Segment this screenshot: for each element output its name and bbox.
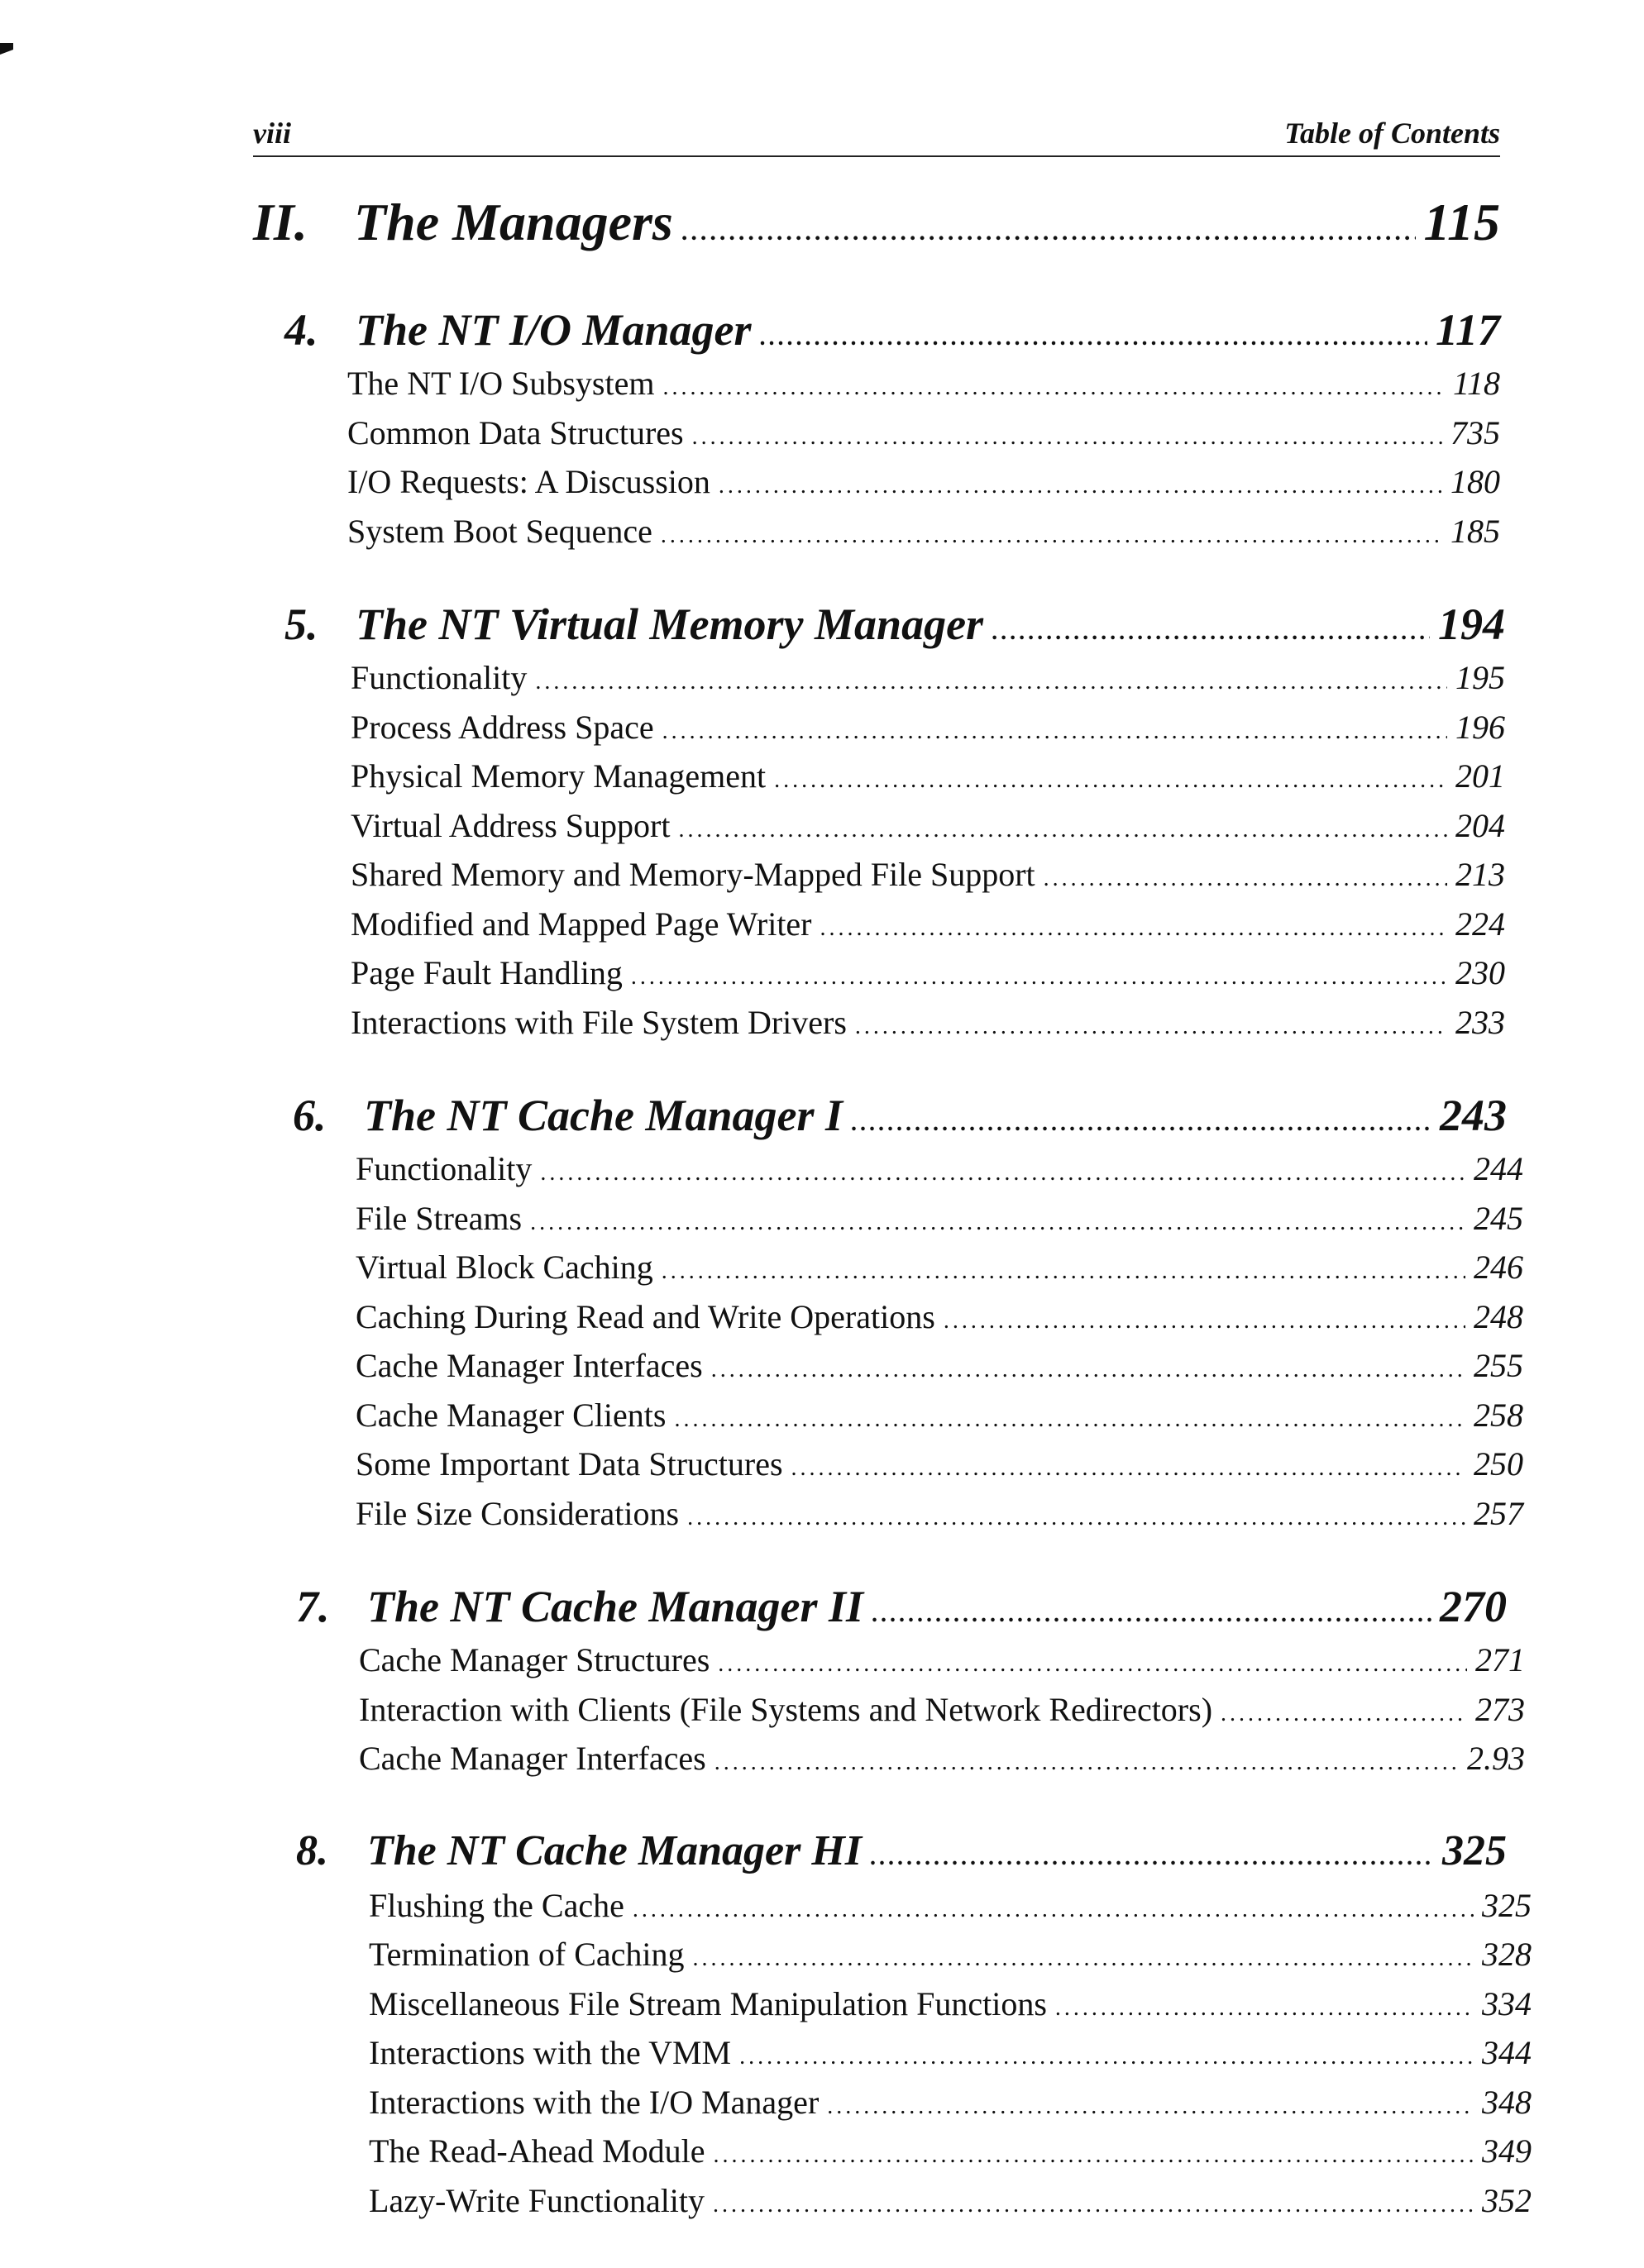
entry-page: 250 — [1474, 1445, 1523, 1483]
chapter-entries — [356, 1144, 1523, 1538]
entry-page: 348 — [1482, 2083, 1532, 2121]
dot-leader — [674, 1395, 1465, 1444]
entry-page: 204 — [1455, 806, 1505, 844]
toc-entry — [369, 2078, 1532, 2127]
dot-leader — [661, 511, 1442, 561]
entry-title: File Size Considerations — [356, 1494, 680, 1532]
dot-leader — [713, 2180, 1474, 2230]
entry-page: 2.93 — [1467, 1740, 1525, 1777]
chapter-page: 243 — [1440, 1091, 1507, 1140]
dot-leader — [693, 1934, 1474, 1984]
chapter-heading — [296, 1581, 1507, 1635]
entry-page: 248 — [1474, 1297, 1523, 1335]
toc-entry — [356, 1144, 1523, 1194]
toc-entry — [356, 1440, 1523, 1489]
entry-page: 196 — [1455, 708, 1505, 746]
entry-title: Lazy-Write Functionality — [369, 2181, 705, 2219]
toc-entry — [351, 703, 1505, 752]
entry-page: 325 — [1482, 1886, 1532, 1924]
dot-leader — [714, 2131, 1474, 2180]
entry-title: Termination of Caching — [369, 1936, 685, 1973]
toc-entry — [351, 850, 1505, 900]
entry-title: File Streams — [356, 1199, 523, 1237]
entry-title: Shared Memory and Memory-Mapped File Support — [351, 856, 1035, 893]
chapter-entries — [369, 1881, 1532, 2226]
chapter-entries — [347, 359, 1500, 556]
chapter-number: 7. — [296, 1582, 330, 1631]
entry-title: Page Fault Handling — [351, 954, 623, 991]
chapter-number: 5. — [284, 599, 318, 649]
entry-page: 257 — [1474, 1494, 1523, 1532]
dot-leader — [760, 325, 1427, 351]
dot-leader — [692, 413, 1442, 462]
dot-leader — [714, 1738, 1459, 1788]
chapter-page: 270 — [1440, 1582, 1507, 1631]
dot-leader — [535, 657, 1447, 707]
dot-leader — [791, 1444, 1465, 1493]
toc-entry — [356, 1194, 1523, 1244]
chapter-entries — [359, 1635, 1525, 1783]
entry-title: Some Important Data Structures — [356, 1445, 783, 1483]
dot-leader — [662, 1247, 1465, 1296]
toc-entry — [347, 359, 1500, 408]
chapter-title: The NT Cache Manager HI — [367, 1826, 862, 1874]
part-number: II. — [253, 193, 308, 251]
page-header — [253, 116, 1500, 157]
toc-entry — [347, 507, 1500, 556]
toc-entry — [351, 900, 1505, 949]
chapter-title: The NT I/O Manager — [356, 305, 752, 355]
toc-entry — [347, 457, 1500, 507]
toc-entry — [369, 1930, 1532, 1979]
toc-entry — [356, 1341, 1523, 1391]
entry-title: Cache Manager Structures — [359, 1641, 710, 1678]
entry-page: 349 — [1482, 2132, 1532, 2170]
toc-entry — [356, 1391, 1523, 1440]
toc-entry — [347, 408, 1500, 458]
dot-leader — [827, 2082, 1474, 2132]
entry-title: Cache Manager Clients — [356, 1396, 667, 1434]
dot-leader — [870, 1845, 1434, 1871]
dot-leader — [739, 2032, 1474, 2082]
running-title: Table of Contents — [1284, 117, 1500, 150]
entry-title: Interactions with the I/O Manager — [369, 2083, 820, 2121]
dot-leader — [872, 1602, 1431, 1628]
entry-title: Interaction with Clients (File Systems and Network Redirectors) — [359, 1690, 1213, 1728]
entry-page: 195 — [1455, 659, 1505, 696]
chapter-heading — [284, 599, 1505, 653]
dot-leader — [1044, 854, 1447, 904]
entry-title: Functionality — [356, 1150, 533, 1187]
chapter-title: The NT Cache Manager II — [367, 1582, 864, 1631]
entry-title: Virtual Block Caching — [356, 1249, 653, 1286]
dot-leader — [530, 1198, 1465, 1248]
toc-entry — [369, 2028, 1532, 2078]
entry-page: 213 — [1455, 856, 1505, 893]
entry-title: Flushing the Cache — [369, 1886, 624, 1924]
toc-entry — [356, 1489, 1523, 1539]
entry-title: The Read-Ahead Module — [369, 2132, 705, 2170]
table-of-contents — [253, 192, 1532, 2268]
scan-corner-mark — [0, 43, 13, 55]
entry-title: Functionality — [351, 659, 528, 696]
toc-entry — [351, 752, 1505, 801]
page-folio: viii — [253, 117, 291, 150]
chapter-heading — [296, 1826, 1507, 1881]
entry-page: 271 — [1475, 1641, 1525, 1678]
dot-leader — [851, 1110, 1431, 1137]
chapter-number: 8. — [296, 1826, 328, 1874]
entry-page: 328 — [1482, 1936, 1532, 1973]
entry-page: 344 — [1482, 2034, 1532, 2071]
entry-title: Interactions with the VMM — [369, 2034, 732, 2071]
entry-title: The NT I/O Subsystem — [347, 365, 655, 402]
entry-page: 735 — [1450, 413, 1500, 451]
chapter-6 — [293, 1090, 1523, 1538]
chapter-title: The NT Cache Manager I — [364, 1091, 843, 1140]
entry-page: 334 — [1482, 1984, 1532, 2022]
dot-leader — [1055, 1984, 1474, 2033]
toc-entry — [359, 1734, 1525, 1783]
entry-title: Cache Manager Interfaces — [356, 1347, 703, 1384]
dot-leader — [662, 363, 1445, 413]
entry-page: 185 — [1450, 512, 1500, 550]
part-title: The Managers — [354, 193, 673, 251]
dot-leader — [719, 461, 1442, 511]
entry-title: Caching During Read and Write Operations — [356, 1297, 935, 1335]
entry-page: 230 — [1455, 954, 1505, 991]
dot-leader — [633, 1885, 1474, 1935]
toc-entry — [356, 1292, 1523, 1342]
chapter-8 — [296, 1826, 1532, 2226]
chapter-7 — [296, 1581, 1525, 1783]
chapter-page: 325 — [1442, 1826, 1507, 1874]
chapter-heading — [284, 304, 1500, 359]
entry-title: Virtual Address Support — [351, 806, 671, 844]
dot-leader — [631, 953, 1447, 1002]
dot-leader — [855, 1002, 1447, 1052]
toc-entry — [369, 1881, 1532, 1931]
entry-page: 224 — [1455, 905, 1505, 943]
entry-title: Modified and Mapped Page Writer — [351, 905, 812, 943]
dot-leader — [718, 1640, 1467, 1689]
entry-title: Interactions with File System Drivers — [351, 1003, 847, 1041]
dot-leader — [820, 904, 1448, 953]
toc-entry — [359, 1685, 1525, 1735]
dot-leader — [1221, 1689, 1467, 1739]
dot-leader — [944, 1296, 1465, 1346]
dot-leader — [992, 619, 1430, 646]
entry-page: 258 — [1474, 1396, 1523, 1434]
entry-title: Physical Memory Management — [351, 757, 767, 795]
chapter-page: 194 — [1438, 599, 1505, 649]
toc-entry — [369, 2127, 1532, 2176]
toc-entry — [369, 1979, 1532, 2029]
toc-entry — [359, 1635, 1525, 1685]
entry-title: Common Data Structures — [347, 413, 684, 451]
entry-page: 246 — [1474, 1249, 1523, 1286]
toc-entry — [356, 1243, 1523, 1292]
entry-page: 201 — [1455, 757, 1505, 795]
toc-entry — [351, 801, 1505, 851]
part-heading — [253, 192, 1500, 268]
dot-leader — [678, 805, 1447, 855]
toc-entry — [369, 2176, 1532, 2226]
entry-page: 118 — [1452, 365, 1500, 402]
entry-page: 273 — [1475, 1690, 1525, 1728]
entry-title: System Boot Sequence — [347, 512, 652, 550]
chapter-title: The NT Virtual Memory Manager — [356, 599, 984, 649]
chapter-5 — [284, 599, 1505, 1047]
entry-page: 352 — [1482, 2181, 1532, 2219]
entry-page: 180 — [1450, 463, 1500, 500]
chapter-entries — [351, 653, 1505, 1047]
entry-title: Process Address Space — [351, 708, 654, 746]
dot-leader — [681, 218, 1416, 246]
toc-entry — [351, 998, 1505, 1048]
entry-page: 255 — [1474, 1347, 1523, 1384]
toc-entry — [351, 653, 1505, 703]
dot-leader — [711, 1345, 1465, 1395]
dot-leader — [687, 1493, 1465, 1543]
entry-title: I/O Requests: A Discussion — [347, 463, 710, 500]
entry-title: Miscellaneous File Stream Manipulation Functions — [369, 1984, 1047, 2022]
chapter-4 — [284, 304, 1500, 556]
entry-page: 245 — [1474, 1199, 1523, 1237]
part-page: 115 — [1423, 193, 1500, 251]
dot-leader — [774, 756, 1447, 805]
chapter-number: 6. — [293, 1091, 327, 1140]
dot-leader — [540, 1148, 1465, 1198]
entry-title: Cache Manager Interfaces — [359, 1740, 706, 1777]
dot-leader — [662, 707, 1447, 757]
chapter-heading — [293, 1090, 1507, 1144]
chapter-number: 4. — [284, 305, 318, 355]
toc-entry — [351, 948, 1505, 998]
entry-page: 233 — [1455, 1003, 1505, 1041]
chapter-page: 117 — [1435, 305, 1500, 355]
entry-page: 244 — [1474, 1150, 1523, 1187]
